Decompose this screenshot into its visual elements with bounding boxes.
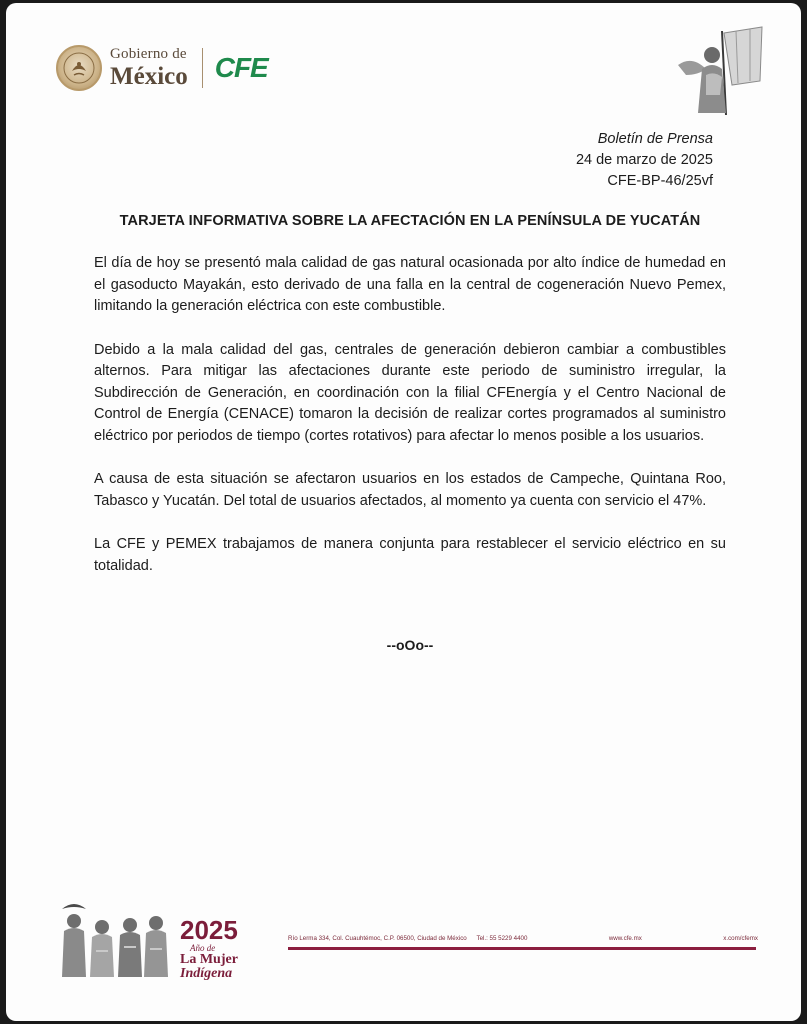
footer-web[interactable]: www.cfe.mx	[608, 935, 642, 942]
bulletin-meta	[576, 129, 713, 192]
year-line3: La Mujer	[180, 952, 238, 967]
gov-line2: México	[110, 63, 188, 90]
logo-divider	[202, 48, 203, 88]
footer-rule	[288, 947, 756, 950]
document-title: TARJETA INFORMATIVA SOBRE LA AFECTACIÓN EN LA PENÍNSULA DE YUCATÁN	[119, 213, 701, 229]
closing-mark: --oOo--	[386, 637, 434, 653]
cfe-logo: CFE	[214, 52, 268, 83]
press-bulletin-page	[6, 3, 801, 1021]
year-line4: Indígena	[180, 966, 233, 981]
paragraph-3: A causa de esta situación se afectaron usuarios en los estados de Campeche, Quintana Roo, Tabasco y Yucatán. Del total de usuarios afectados, al momento ya cuenta con servicio el 47%.	[94, 471, 726, 509]
heroine-flag-icon	[676, 25, 764, 117]
indigenous-women-icon	[58, 901, 174, 977]
year-of-indigenous-woman-logo	[180, 917, 238, 981]
bulletin-type: Boletín de Prensa	[597, 131, 713, 147]
paragraph-1: El día de hoy se presentó mala calidad de gas natural ocasionada por alto índice de humedad en el gasoducto Mayakán, esto derivado de una falla en la central de cogeneración Nuevo Pemex, limitando la generación eléctrica con este combustible.	[94, 255, 726, 314]
gobierno-mexico-wordmark	[110, 47, 188, 89]
footer-address: Río Lerma 334, Col. Cuauhtémoc, C.P. 06500, Ciudad de México	[288, 935, 467, 942]
mexico-seal-icon	[56, 45, 102, 91]
year-number: 2025	[180, 915, 238, 945]
footer-phone: Tel.: 55 5229 4400	[476, 935, 528, 942]
gov-line1: Gobierno de	[110, 46, 187, 62]
paragraph-4: La CFE y PEMEX trabajamos de manera conjunta para restablecer el servicio eléctrico en su totalidad.	[94, 536, 726, 574]
document-body	[94, 253, 726, 599]
bulletin-code: CFE-BP-46/25vf	[607, 173, 713, 189]
footer-contact	[288, 935, 758, 942]
footer-social[interactable]: x.com/cfemx	[723, 935, 758, 942]
year-line2: Año de	[190, 943, 216, 953]
footer-address-group	[288, 935, 527, 942]
paragraph-2: Debido a la mala calidad del gas, centrales de generación debieron cambiar a combustibles alternos. Para mitigar las afectaciones durante este periodo de suministro irregular, la Subdirección de Generación, en coordinación con la filial CFEnergía y el Centro Nacional de Control de Energía (CENACE) tomaron la decisión de realizar cortes programados al suministro eléctrico por periodos de tiempo (cortes rotativos) para afectar lo menos posible a los usuarios.	[94, 341, 726, 444]
header-logos	[56, 45, 268, 91]
bulletin-date: 24 de marzo de 2025	[575, 152, 713, 168]
